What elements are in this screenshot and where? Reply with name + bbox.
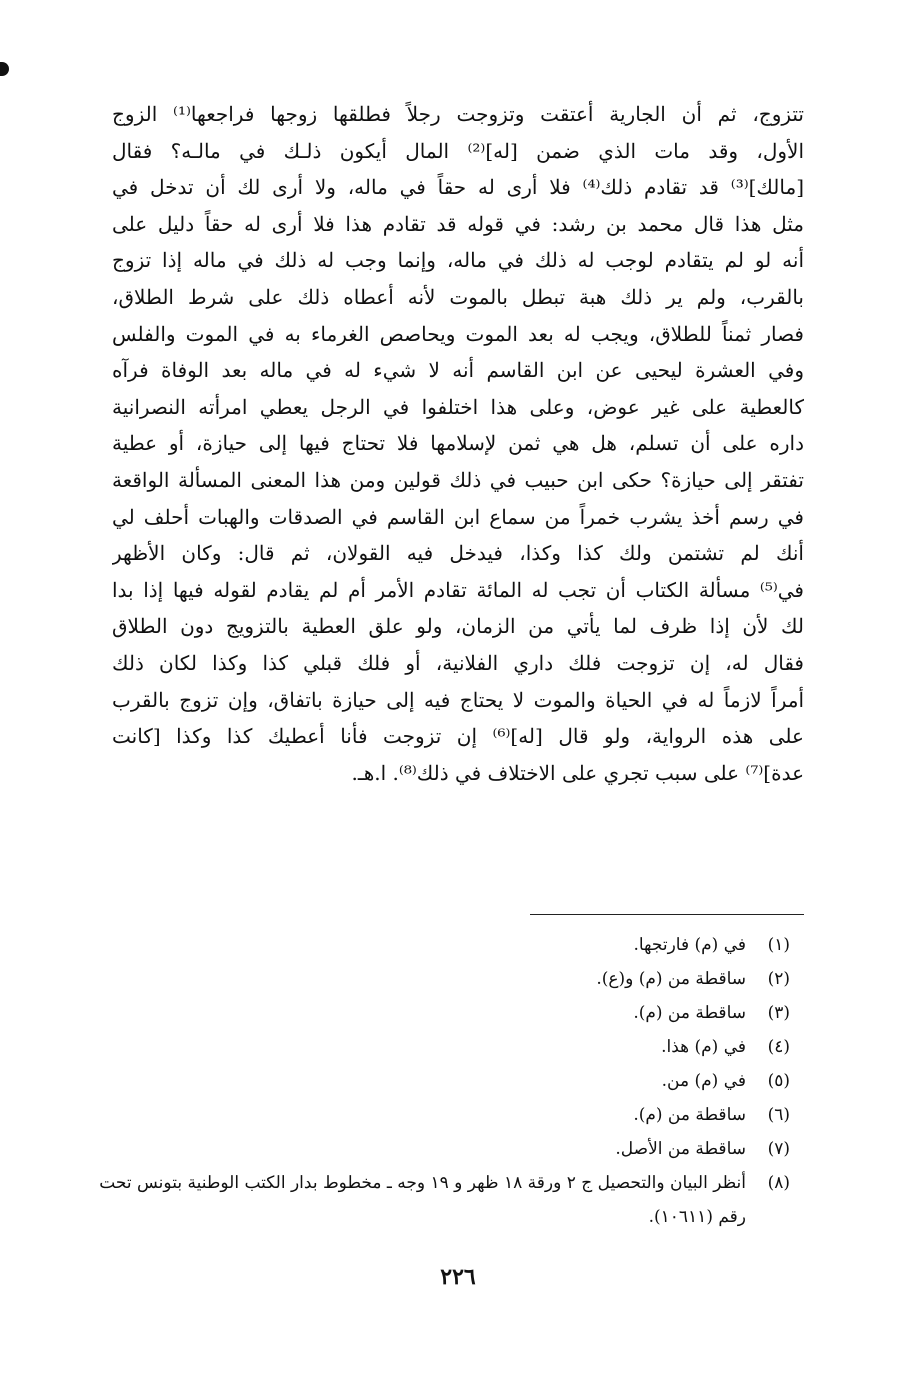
text-line: في رسم أخذ يشرب خمراً من سماع ابن القاسم في الصدقات والهبات أحلف لي — [112, 504, 804, 529]
text-line: مثل هذا قال محمد بن رشد: في قوله قد تقادم هذا فلا أرى له حقاً دليل على — [112, 211, 804, 236]
footnote-number: (٤) — [767, 1037, 790, 1057]
text-line: [مالك]⁽³⁾ قد تقادم ذلك⁽⁴⁾ فلا أرى له حقاً في ماله، ولا أرى لك أن تدخل في — [112, 175, 804, 200]
footnote-number: (٥) — [767, 1071, 790, 1091]
footnote-item — [90, 962, 790, 996]
main-text — [112, 96, 804, 791]
footnote-number: (١) — [767, 935, 790, 955]
margin-mark — [0, 62, 9, 76]
footnote-item — [90, 928, 790, 962]
page-number: ٢٢٦ — [440, 1264, 476, 1290]
text-line: أمراً لازماً له في الحياة والموت لا يحتاج فيه إلى حيازة باتفاق، وإن تزوج بالقرب — [112, 687, 804, 712]
footnote-item — [90, 1132, 790, 1166]
footnote-number: (٧) — [767, 1139, 790, 1159]
footnotes — [90, 928, 790, 1234]
text-line: أنه لو لم يتقادم لوجب له ذلك في ماله، وإنما وجب له ذلك في ماله إذا تزوج — [112, 248, 804, 273]
text-line: كالعطية على غير عوض، وعلى هذا اختلفوا في الرجل يعطي امرأته النصرانية — [112, 394, 804, 419]
footnote-text: في (م) من. — [661, 1071, 746, 1091]
footnote-item — [90, 1064, 790, 1098]
text-line: أنك لم تشتمن ولك كذا وكذا، فيدخل فيه القولان، ثم قال: وكان الأظهر — [112, 541, 804, 566]
footnote-item — [90, 996, 790, 1030]
footnote-separator — [530, 914, 804, 915]
text-line: تتزوج، ثم أن الجارية أعتقت وتزوجت رجلاً فطلقها زوجها فراجعها⁽¹⁾ الزوج — [112, 102, 804, 126]
footnote-text: ساقطة من (م). — [633, 1003, 746, 1023]
footnote-number: (٨) — [767, 1173, 790, 1193]
text-line: داره على أن تسلم، هل هي ثمن لإسلامها فلا تحتاج فيها إلى حيازة، أو عطية — [112, 431, 804, 456]
footnote-text: ساقطة من الأصل. — [615, 1139, 746, 1159]
text-line: فصار ثمناً للطلاق، ويجب له بعد الموت ويحاصص الغرماء به في الموت والفلس — [112, 321, 804, 346]
text-line: تفتقر إلى حيازة؟ حكى ابن حبيب في ذلك قولين ومن هذا المعنى المسألة الواقعة — [112, 467, 804, 492]
text-line-last: عدة]⁽⁷⁾ على سبب تجري على الاختلاف في ذلك⁽⁸⁾. ا.هـ. — [351, 760, 804, 785]
text-line: لك لأن إذا ظرف لما يأتي من الزمان، ولو علق العطية بالتزويج دون الطلاق — [112, 614, 804, 639]
text-line: وفي العشرة ليحيى عن ابن القاسم أنه لا شيء له في ماله بعد الوفاة فرآه — [112, 358, 804, 383]
footnote-number: (٢) — [767, 969, 790, 989]
text-line: فقال له، إن تزوجت فلك داري الفلانية، أو فلك قبلي كذا وكذا لكان ذلك — [112, 650, 804, 675]
text-line: بالقرب، ولم ير ذلك هبة تبطل بالموت لأنه أعطاه ذلك على شرط الطلاق، — [112, 284, 804, 309]
footnote-item — [90, 1030, 790, 1064]
footnote-item — [90, 1166, 790, 1234]
footnote-text: أنظر البيان والتحصيل ج ٢ ورقة ١٨ ظهر و ١٩ وجه ـ مخطوط بدار الكتب الوطنية بتونس تحت رقم (١٠٦١١). — [99, 1173, 746, 1227]
text-line: الأول، وقد مات الذي ضمن [له]⁽²⁾ المال أيكون ذلـك في مالـه؟ فقال — [112, 138, 804, 163]
footnote-number: (٦) — [767, 1105, 790, 1125]
footnote-text: ساقطة من (م). — [633, 1105, 746, 1125]
footnote-text: في (م) فارتجها. — [633, 935, 746, 955]
footnote-item — [90, 1098, 790, 1132]
footnote-text: في (م) هذا. — [661, 1037, 746, 1057]
text-line: في⁽⁵⁾ مسألة الكتاب أن تجب له المائة تقادم الأمر أم لم يقادم لقوله فيها إذا بدا — [112, 577, 804, 602]
text-line: على هذه الرواية، ولو قال [له]⁽⁶⁾ إن تزوجت فأنا أعطيك كذا وكذا [كانت — [112, 724, 804, 749]
footnote-number: (٣) — [767, 1003, 790, 1023]
footnote-text: ساقطة من (م) و(ع). — [596, 969, 746, 989]
